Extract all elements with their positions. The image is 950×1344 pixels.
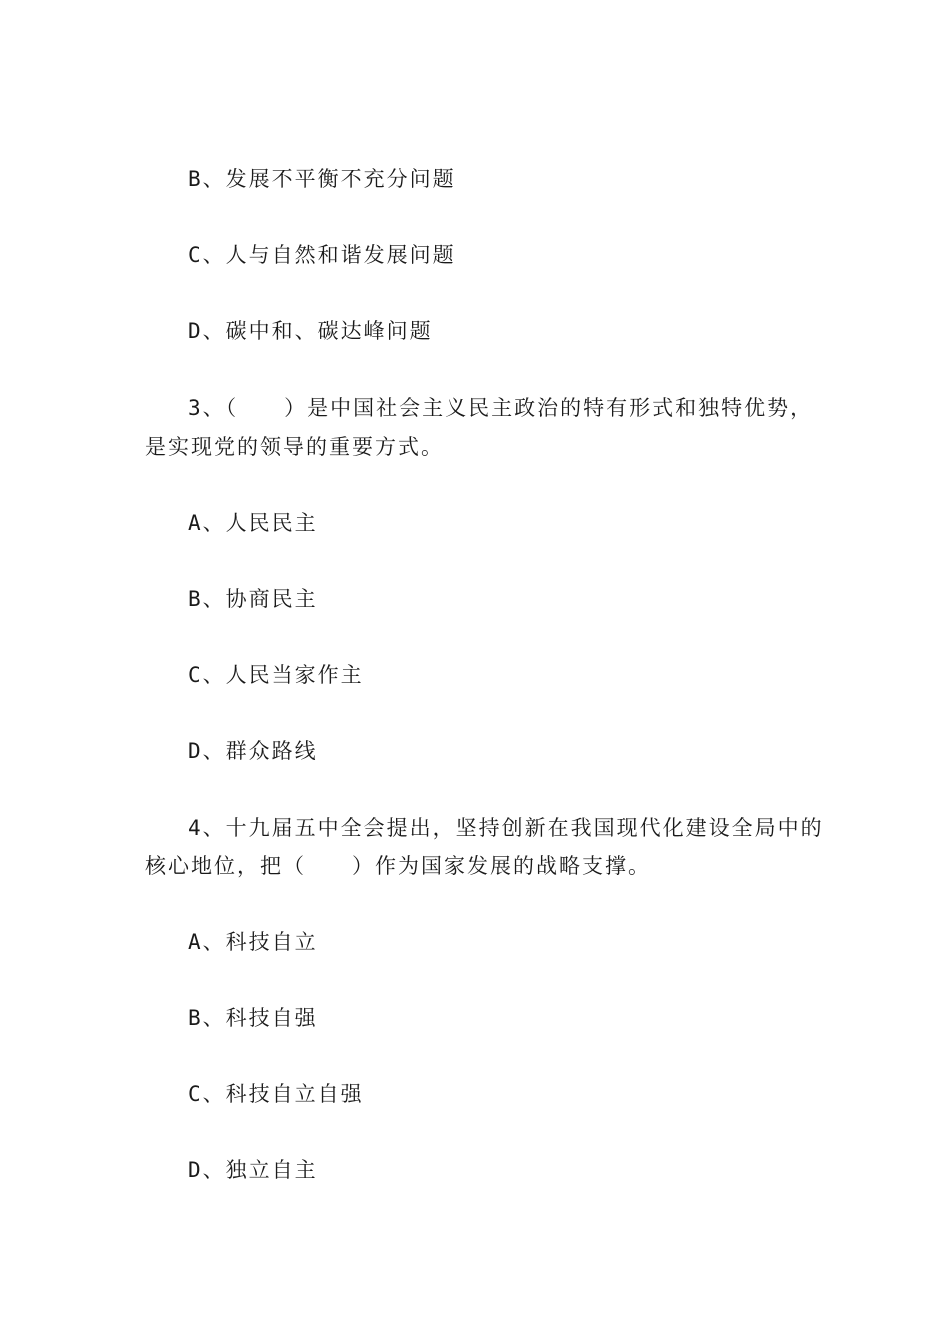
question-4-option-a: A、科技自立 bbox=[188, 930, 318, 954]
option-d-prev: D、碳中和、碳达峰问题 bbox=[188, 319, 433, 343]
question-4-option-d: D、独立自主 bbox=[188, 1158, 318, 1182]
question-4-text-line1: 4、十九届五中全会提出，坚持创新在我国现代化建设全局中的 bbox=[188, 816, 824, 840]
question-3-option-c: C、人民当家作主 bbox=[188, 663, 364, 687]
question-3-option-d: D、群众路线 bbox=[188, 739, 318, 763]
question-3-text-line1: 3、（ ）是中国社会主义民主政治的特有形式和独特优势， bbox=[188, 396, 814, 420]
question-3-option-a: A、人民民主 bbox=[188, 511, 318, 535]
question-4-option-c: C、科技自立自强 bbox=[188, 1082, 364, 1106]
question-4-text-line2: 核心地位，把（ ）作为国家发展的战略支撑。 bbox=[145, 854, 651, 878]
question-3-option-b: B、协商民主 bbox=[188, 587, 318, 611]
question-4-option-b: B、科技自强 bbox=[188, 1006, 318, 1030]
option-b-prev: B、发展不平衡不充分问题 bbox=[188, 167, 456, 191]
question-3-text-line2: 是实现党的领导的重要方式。 bbox=[145, 435, 444, 459]
option-c-prev: C、人与自然和谐发展问题 bbox=[188, 243, 456, 267]
